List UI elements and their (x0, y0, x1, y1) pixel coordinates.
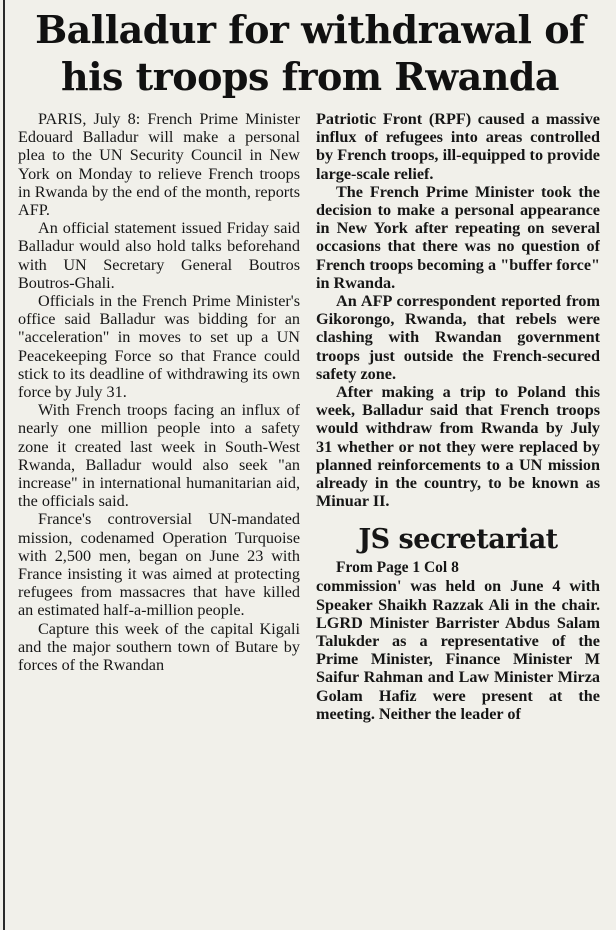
paragraph: An official statement issued Friday said Balladur would also hold talks beforehand with UN Secretary General Boutros Boutros-Ghali. (18, 219, 300, 292)
headline: Balladur for withdrawal of his troops from Rwanda (35, 7, 585, 99)
paragraph: With French troops facing an influx of nearly one million people into a safety zone it created last week in South-West Rwanda, Balladur would also seek "an increase" in international humanitarian aid, the officials said. (18, 401, 300, 511)
paragraph: The French Prime Minister took the decision to make a personal appearance in New York after repeating on several occasions that there was no question of French troops becoming a "buffer force" in Rwanda. (316, 182, 600, 292)
jump-line: From Page 1 Col 8 (336, 559, 459, 577)
paragraph: Officials in the French Prime Minister's office said Balladur was bidding for an "acceleration" in moves to set up a UN Peacekeeping Force so that France could stick to its deadline of withdrawing its own force by July 31. (18, 292, 300, 402)
second-story-body (316, 577, 600, 723)
article-continuation (316, 110, 600, 510)
article-column-1 (18, 110, 300, 930)
paragraph: After making a trip to Poland this week, Balladur said that French troops would withdraw from Rwanda by July 31 whether or not they were replaced by planned reinforcements to a UN mission already in the country, to be known as Minuar II. (316, 383, 600, 511)
paragraph: PARIS, July 8: French Prime Minister Edouard Balladur will make a personal plea to the UN Security Council in New York on Monday to relieve French troops in Rwanda by the end of the month, reports AFP. (18, 110, 300, 220)
paragraph: France's controversial UN-mandated mission, codenamed Operation Turquoise with 2,500 men, began on June 23 with France insisting it was aimed at protecting refugees from massacres that have killed an estimated half-a-million people. (18, 510, 300, 620)
paragraph: commission' was held on June 4 with Speaker Shaikh Razzak Ali in the chair. LGRD Minister Barrister Abdus Salam Talukder as a representative of the Prime Minister, Finance Minister M Saifur Rahman and Law Minister Mirza Golam Hafiz were present at the meeting. Neither the leader of (316, 577, 600, 723)
second-story-headline: JS secretariat (358, 524, 558, 556)
paragraph: Patriotic Front (RPF) caused a massive influx of refugees into areas controlled by French troops, ill-equipped to provide large-scale relief. (316, 110, 600, 183)
paragraph: An AFP correspondent reported from Gikorongo, Rwanda, that rebels were clashing with Rwandan government troops just outside the French-secured safety zone. (316, 292, 600, 383)
article-column-2 (316, 110, 600, 930)
paragraph: Capture this week of the capital Kigali and the major southern town of Butare by forces of the Rwandan (18, 619, 300, 675)
column-rule (3, 0, 5, 930)
